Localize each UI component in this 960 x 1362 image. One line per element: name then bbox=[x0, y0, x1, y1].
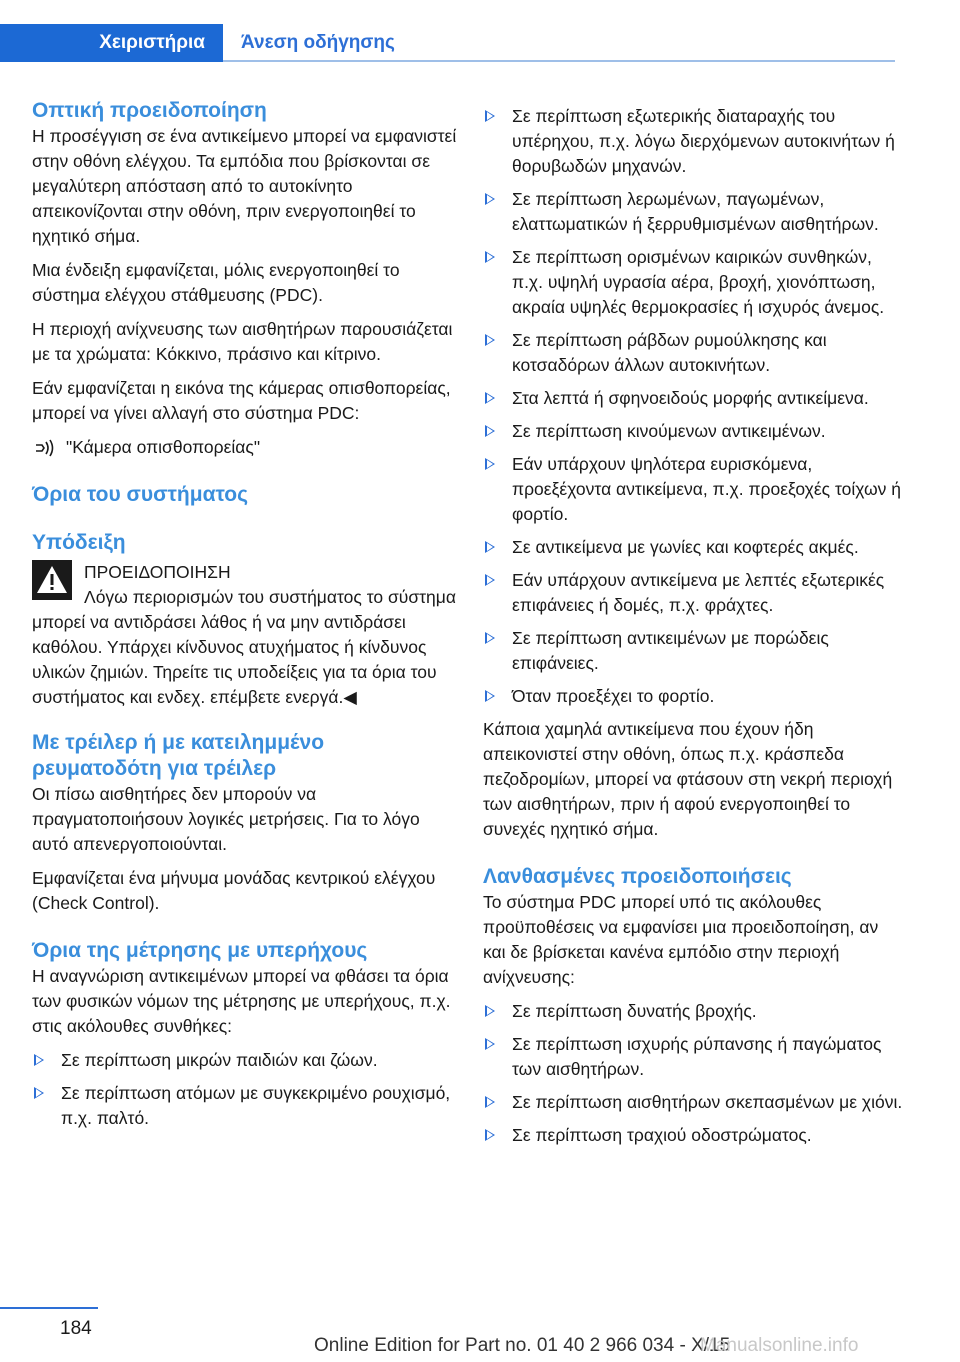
footer-rule bbox=[0, 1307, 98, 1309]
list-item: Σε περίπτωση αισθητήρων σκεπασμένων με χιόνι. bbox=[483, 1090, 903, 1115]
list-item: Εάν υπάρχουν αντικείμενα με λεπτές εξωτερικές επιφάνειες ή δομές, π.χ. φράχτες. bbox=[483, 568, 903, 618]
camera-label: "Κάμερα οπισθοπορείας" bbox=[66, 437, 261, 457]
camera-option bbox=[32, 435, 457, 460]
list-item: Σε περίπτωση ισχυρής ρύπανσης ή παγώματος των αισθητήρων. bbox=[483, 1032, 903, 1082]
right-column bbox=[483, 104, 903, 1156]
bullet-triangle-icon bbox=[485, 632, 495, 644]
page-number: 184 bbox=[60, 1318, 92, 1339]
list-item: Στα λεπτά ή σφηνοειδούς μορφής αντικείμενα. bbox=[483, 386, 903, 411]
paragraph: Οι πίσω αισθητήρες δεν μπορούν να πραγματοποιήσουν λογικές μετρήσεις. Για το λόγο αυτό απενεργοποιούνται. bbox=[32, 784, 420, 854]
tab-underline bbox=[223, 60, 895, 62]
list-item: Σε περίπτωση αντικειμένων με πορώδεις επιφάνειες. bbox=[483, 626, 903, 676]
tab-controls-label: Χειριστήρια bbox=[99, 32, 205, 53]
paragraph: Η αναγνώριση αντικειμένων μπορεί να φθάσει τα όρια των φυσικών νόμων της μέτρησης με υπερήχους, π.χ. στις ακόλουθες συνθήκες: bbox=[32, 966, 451, 1036]
footer-edition: Online Edition for Part no. 01 40 2 966 034 - X/15 bbox=[314, 1335, 731, 1356]
paragraph: Η προσέγγιση σε ένα αντικείμενο μπορεί να εμφανιστεί στην οθόνη ελέγχου. Τα εμπόδια που βρίσκονται σε μεγαλύτερη απόσταση από το αυτοκίνητο απεικονίζονται στην οθόνη, πριν ενεργοποιηθεί το ηχητικό σήμα. bbox=[32, 126, 457, 246]
paragraph: Εάν εμφανίζεται η εικόνα της κάμερας οπισθοπορείας, μπορεί να γίνει αλλαγή στο σύστημα PDC: bbox=[32, 378, 451, 423]
watermark: Manualsonline.info bbox=[700, 1335, 859, 1356]
tab-controls[interactable] bbox=[0, 24, 223, 62]
bullet-triangle-icon bbox=[485, 1129, 495, 1141]
bullet-triangle-icon bbox=[485, 193, 495, 205]
warning-text: Λόγω περιορισμών του συστήματος το σύστημα μπορεί να αντιδράσει λάθος ή να μην αντιδράσει καθόλου. Υπάρχει κίνδυνος ατυχήματος ή κίνδυνος υλικών ζημιών. Τηρείτε τις υποδείξεις για τα όρια του συστήματος και ενδεχ. επέμβετε ενεργά.◀ bbox=[32, 587, 456, 707]
heading-note: Υπόδειξη bbox=[32, 531, 126, 554]
list-item: Σε περίπτωση μικρών παιδιών και ζώων. bbox=[32, 1048, 457, 1073]
bullet-triangle-icon bbox=[485, 334, 495, 346]
heading-false-warnings: Λανθασμένες προειδοποιήσεις bbox=[483, 865, 792, 888]
bullet-triangle-icon bbox=[485, 251, 495, 263]
warning-heading: ΠΡΟΕΙΔΟΠΟΙΗΣΗ bbox=[84, 562, 231, 582]
list-item: Σε περίπτωση δυνατής βροχής. bbox=[483, 999, 903, 1024]
heading-ultrasonic-limits: Όρια της μέτρησης με υπερήχους bbox=[32, 939, 368, 962]
list-item: Σε περίπτωση εξωτερικής διαταραχής του υπέρηχου, π.χ. λόγω διερχόμενων αυτοκινήτων ή θορυβωδών μηχανών. bbox=[483, 104, 903, 179]
paragraph: Το σύστημα PDC μπορεί υπό τις ακόλουθες προϋποθέσεις να εμφανίσει μια προειδοποίηση, αν και δε βρίσκεται κανένα εμπόδιο στην περιοχή ανίχνευσης: bbox=[483, 892, 879, 987]
bullet-triangle-icon bbox=[485, 1038, 495, 1050]
heading-system-limits: Όρια του συστήματος bbox=[32, 483, 249, 506]
bullet-triangle-icon bbox=[485, 1005, 495, 1017]
paragraph: Μια ένδειξη εμφανίζεται, μόλις ενεργοποιηθεί το σύστημα ελέγχου στάθμευσης (PDC). bbox=[32, 260, 400, 305]
bullet-triangle-icon bbox=[485, 110, 495, 122]
list-item: Σε περίπτωση λερωμένων, παγωμένων, ελαττωματικών ή ξερρυθμισμένων αισθητήρων. bbox=[483, 187, 903, 237]
bullet-list bbox=[32, 1048, 457, 1131]
header-tabbar bbox=[0, 24, 895, 62]
bullet-triangle-icon bbox=[485, 541, 495, 553]
bullet-triangle-icon bbox=[34, 1054, 44, 1066]
list-item: Σε περίπτωση ορισμένων καιρικών συνθηκών, π.χ. υψηλή υγρασία αέρα, βροχή, χιονόπτωση, ακραία υψηλές θερμοκρασίες ή ισχυρός άνεμος. bbox=[483, 245, 903, 320]
tab-driving-comfort-label: Άνεση οδήγησης bbox=[241, 32, 395, 53]
warning-triangle-icon bbox=[32, 560, 72, 600]
bullet-triangle-icon bbox=[34, 1087, 44, 1099]
heading-trailer: Με τρέιλερ ή με κατειλημμένο ρευματοδότη για τρέιλερ bbox=[32, 731, 325, 780]
paragraph: Κάποια χαμηλά αντικείμενα που έχουν ήδη απεικονιστεί στην οθόνη, όπως π.χ. κράσπεδα πεζοδρομίων, μπορεί να φτάσουν στη νεκρή περιοχή των αισθητήρων, πριν ή αφού ενεργοποιηθεί το συνεχές ηχητικό σήμα. bbox=[483, 719, 893, 839]
bullet-list bbox=[483, 999, 903, 1148]
heading-visual-warning: Οπτική προειδοποίηση bbox=[32, 99, 267, 122]
list-item: Σε περίπτωση ράβδων ρυμούλκησης και κοτσαδόρων άλλων αυτοκινήτων. bbox=[483, 328, 903, 378]
bullet-triangle-icon bbox=[485, 690, 495, 702]
bullet-list bbox=[483, 104, 903, 709]
list-item: Σε περίπτωση κινούμενων αντικειμένων. bbox=[483, 419, 903, 444]
paragraph: Η περιοχή ανίχνευσης των αισθητήρων παρουσιάζεται με τα χρώματα: Κόκκινο, πράσινο και κίτρινο. bbox=[32, 319, 453, 364]
list-item: Όταν προεξέχει το φορτίο. bbox=[483, 684, 903, 709]
pdc-icon bbox=[34, 438, 58, 458]
list-item: Σε περίπτωση ατόμων με συγκεκριμένο ρουχισμό, π.χ. παλτό. bbox=[32, 1081, 457, 1131]
bullet-triangle-icon bbox=[485, 574, 495, 586]
left-column bbox=[32, 98, 457, 1139]
list-item: Σε αντικείμενα με γωνίες και κοφτερές ακμές. bbox=[483, 535, 903, 560]
list-item: Εάν υπάρχουν ψηλότερα ευρισκόμενα, προεξέχοντα αντικείμενα, π.χ. προεξοχές τοίχων ή φορτίο. bbox=[483, 452, 903, 527]
bullet-triangle-icon bbox=[485, 1096, 495, 1108]
paragraph: Εμφανίζεται ένα μήνυμα μονάδας κεντρικού ελέγχου (Check Control). bbox=[32, 868, 436, 913]
list-item: Σε περίπτωση τραχιού οδοστρώματος. bbox=[483, 1123, 903, 1148]
tab-driving-comfort[interactable] bbox=[223, 24, 395, 62]
bullet-triangle-icon bbox=[485, 458, 495, 470]
bullet-triangle-icon bbox=[485, 425, 495, 437]
bullet-triangle-icon bbox=[485, 392, 495, 404]
warning-block bbox=[32, 560, 457, 710]
